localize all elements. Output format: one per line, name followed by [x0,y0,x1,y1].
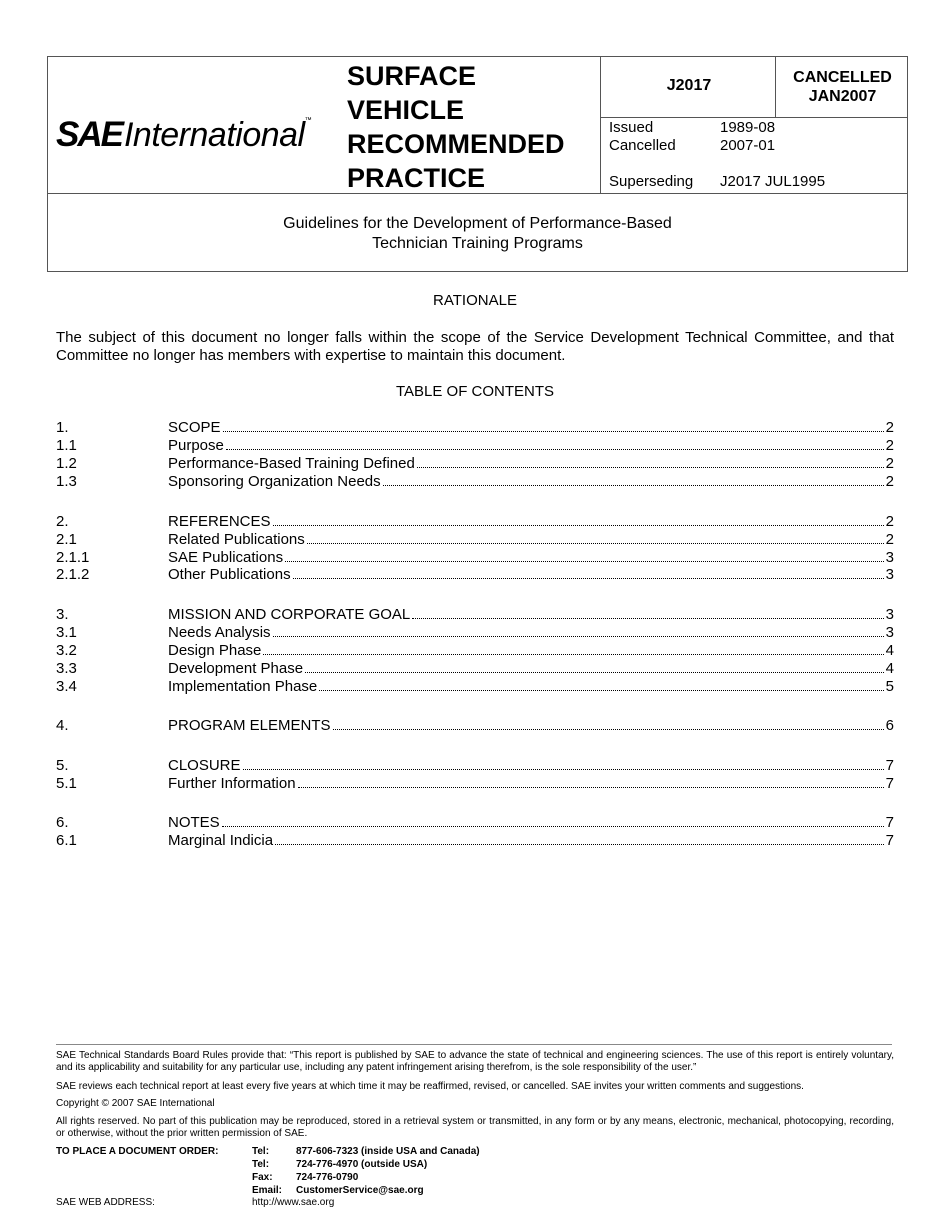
toc-entry-body [168,814,894,832]
web-address-link[interactable]: http://www.sae.org [252,1197,335,1208]
order-tel1 [252,1145,480,1158]
toc-page-number: 2 [885,419,894,436]
issued-row [609,119,775,136]
toc-label[interactable]: REFERENCES [168,513,271,530]
toc-entry-body [168,549,894,567]
toc-number: 6. [56,814,69,831]
toc-number: 4. [56,717,69,734]
toc-page-number: 7 [885,757,894,774]
toc-entry-body [168,606,894,624]
toc-leader-dots [273,624,884,637]
toc-label[interactable]: Purpose [168,437,224,454]
logo-international-text: International [123,116,305,154]
toc-entry[interactable] [56,624,894,642]
toc-leader-dots [223,419,884,432]
toc-page-number: 4 [885,660,894,677]
order-tel2 [252,1158,427,1171]
toc-label[interactable]: Implementation Phase [168,678,318,695]
toc-entry-body [168,419,894,437]
toc-leader-dots [417,455,884,468]
toc-page-number: 3 [885,549,894,566]
tel-value[interactable]: 877-606-7323 (inside USA and Canada) [296,1146,480,1157]
toc-label[interactable]: SCOPE [168,419,221,436]
toc-entry[interactable] [56,678,894,696]
issued-label: Issued [609,119,654,136]
toc-entry[interactable] [56,419,894,437]
web-address-label: SAE WEB ADDRESS: [56,1197,155,1208]
toc-leader-dots [226,437,884,450]
document-number: J2017 [666,77,712,94]
toc-label[interactable]: MISSION AND CORPORATE GOAL [168,606,411,623]
toc-label[interactable]: SAE Publications [168,549,284,566]
toc-label[interactable]: Performance-Based Training Defined [168,455,415,472]
rationale-text: The subject of this document no longer falls within the scope of the Service Development Technical Committee, and that Committee no longer has members with expertise to maintain this document. [56,329,894,364]
document-type [347,59,597,195]
toc-entry-body [168,531,894,549]
toc-page-number: 4 [885,642,894,659]
toc-leader-dots [333,717,884,730]
toc-page-number: 5 [885,678,894,695]
toc-label[interactable]: Other Publications [168,566,291,583]
toc-entry[interactable] [56,660,894,678]
fax-label: Fax: [252,1172,273,1183]
toc-entry[interactable] [56,549,894,567]
order-label: TO PLACE A DOCUMENT ORDER: [56,1146,219,1157]
toc-entry-body [168,624,894,642]
rights-text: All rights reserved. No part of this publication may be reproduced, stored in a retrieval system or transmitted, in any form or by any means, electronic, mechanical, photocopying, recording, or otherwise, without the prior written permission of SAE. [56,1116,894,1139]
toc-number: 2.1.1 [56,549,90,566]
document-title [48,214,907,254]
toc-entry[interactable] [56,717,894,735]
toc-leader-dots [307,531,884,544]
toc-number: 6.1 [56,832,77,849]
sae-logo [56,115,312,155]
toc-leader-dots [273,513,884,526]
toc-number: 3.4 [56,678,77,695]
toc-entry-body [168,678,894,696]
toc-leader-dots [298,775,884,788]
toc-leader-dots [305,660,884,673]
toc-number: 3.3 [56,660,77,677]
copyright-text: Copyright © 2007 SAE International [56,1098,215,1109]
document-header [47,56,908,272]
toc-entry[interactable] [56,566,894,584]
toc-number: 1.3 [56,473,77,490]
toc-heading: TABLE OF CONTENTS [395,383,555,400]
toc-leader-dots [263,642,883,655]
status-date: JAN2007 [808,88,877,105]
toc-entry[interactable] [56,757,894,775]
toc-number: 2.1 [56,531,77,548]
toc-leader-dots [383,473,884,486]
toc-leader-dots [412,606,883,619]
toc-label[interactable]: NOTES [168,814,220,831]
order-fax [252,1171,358,1184]
toc-page-number: 2 [885,455,894,472]
toc-leader-dots [285,549,884,562]
toc-number: 3. [56,606,69,623]
toc-entry-body [168,437,894,455]
toc-number: 1.2 [56,455,77,472]
toc-label[interactable]: Development Phase [168,660,304,677]
doc-type-line: PRACTICE [347,163,486,193]
cancelled-value: 2007-01 [720,137,776,154]
toc-entry-body [168,775,894,793]
divider [600,57,601,193]
status-line: CANCELLED [793,69,892,86]
toc-number: 5.1 [56,775,77,792]
email-label: Email: [252,1185,283,1196]
rationale-heading: RATIONALE [433,292,517,309]
toc-entry[interactable] [56,513,894,531]
toc-page-number: 7 [885,775,894,792]
toc-entry-body [168,832,894,850]
toc-entry-body [168,642,894,660]
toc-page-number: 7 [885,814,894,831]
logo-trademark: ™ [304,117,312,124]
toc-number: 2.1.2 [56,566,90,583]
toc-number: 3.1 [56,624,77,641]
toc-entry-body [168,757,894,775]
toc-page-number: 2 [885,513,894,530]
toc-label[interactable]: CLOSURE [168,757,241,774]
toc-entry[interactable] [56,473,894,491]
standards-rules-text: SAE Technical Standards Board Rules provide that: “This report is published by SAE to advance the state of technical and engineering sciences. The use of this report is entirely voluntary, and its applicability and suitability for any particular use, including any patent infringement arising therefrom, is the sole responsibility of the user.” [56,1050,894,1073]
toc-number: 3.2 [56,642,77,659]
doc-type-line: VEHICLE [347,95,465,125]
toc-leader-dots [243,757,884,770]
toc-page-number: 3 [885,566,894,583]
toc-entry[interactable] [56,642,894,660]
order-email [252,1184,424,1197]
tel-value[interactable]: 724-776-4970 (outside USA) [296,1159,428,1170]
footer-rule [56,1044,892,1045]
toc-entry[interactable] [56,775,894,793]
email-link[interactable]: CustomerService@sae.org [296,1185,424,1196]
toc-page-number: 2 [885,437,894,454]
toc-number: 1.1 [56,437,77,454]
title-line: Guidelines for the Development of Performance-Based [283,215,672,232]
toc-label[interactable]: PROGRAM ELEMENTS [168,717,331,734]
toc-leader-dots [222,814,884,827]
toc-number: 2. [56,513,69,530]
toc-number: 5. [56,757,69,774]
toc-page-number: 7 [885,832,894,849]
divider [600,117,907,118]
toc-entry[interactable] [56,832,894,850]
tel-label: Tel: [252,1159,270,1170]
toc-number: 1. [56,419,69,436]
issued-value: 1989-08 [720,119,776,136]
toc-entry[interactable] [56,606,894,624]
tel-label: Tel: [252,1146,270,1157]
logo-sae-text: SAE [56,115,122,154]
toc-entry[interactable] [56,814,894,832]
cancelled-label: Cancelled [609,137,676,154]
cancelled-row [609,137,775,154]
toc-label[interactable]: Design Phase [168,642,262,659]
toc-page-number: 3 [885,606,894,623]
toc-label[interactable]: Related Publications [168,531,305,548]
toc-page-number: 2 [885,531,894,548]
toc-leader-dots [319,678,883,691]
toc-entry-body [168,513,894,531]
superseding-value: J2017 JUL1995 [720,173,826,190]
toc-entry[interactable] [56,455,894,473]
toc-leader-dots [293,566,884,579]
toc-label[interactable]: Marginal Indicia [168,832,274,849]
toc-entry-body [168,717,894,735]
toc-entry-body [168,473,894,491]
toc-label[interactable]: Further Information [168,775,296,792]
review-text: SAE reviews each technical report at least every five years at which time it may be reaffirmed, revised, or cancelled. SAE invites your written comments and suggestions. [56,1081,804,1092]
superseding-row [609,173,825,190]
toc-entry[interactable] [56,531,894,549]
doc-type-line: SURFACE [347,61,477,91]
toc-leader-dots [275,832,884,845]
fax-value: 724-776-0790 [296,1172,359,1183]
toc-entry-body [168,566,894,584]
toc-page-number: 3 [885,624,894,641]
toc-entry-body [168,455,894,473]
toc-page-number: 6 [885,717,894,734]
superseding-label: Superseding [609,173,694,190]
toc-label[interactable]: Sponsoring Organization Needs [168,473,381,490]
toc-label[interactable]: Needs Analysis [168,624,271,641]
status-badge [776,68,909,106]
toc-entry-body [168,660,894,678]
doc-type-line: RECOMMENDED [347,129,565,159]
title-line: Technician Training Programs [372,235,583,252]
toc-page-number: 2 [885,473,894,490]
toc-entry[interactable] [56,437,894,455]
